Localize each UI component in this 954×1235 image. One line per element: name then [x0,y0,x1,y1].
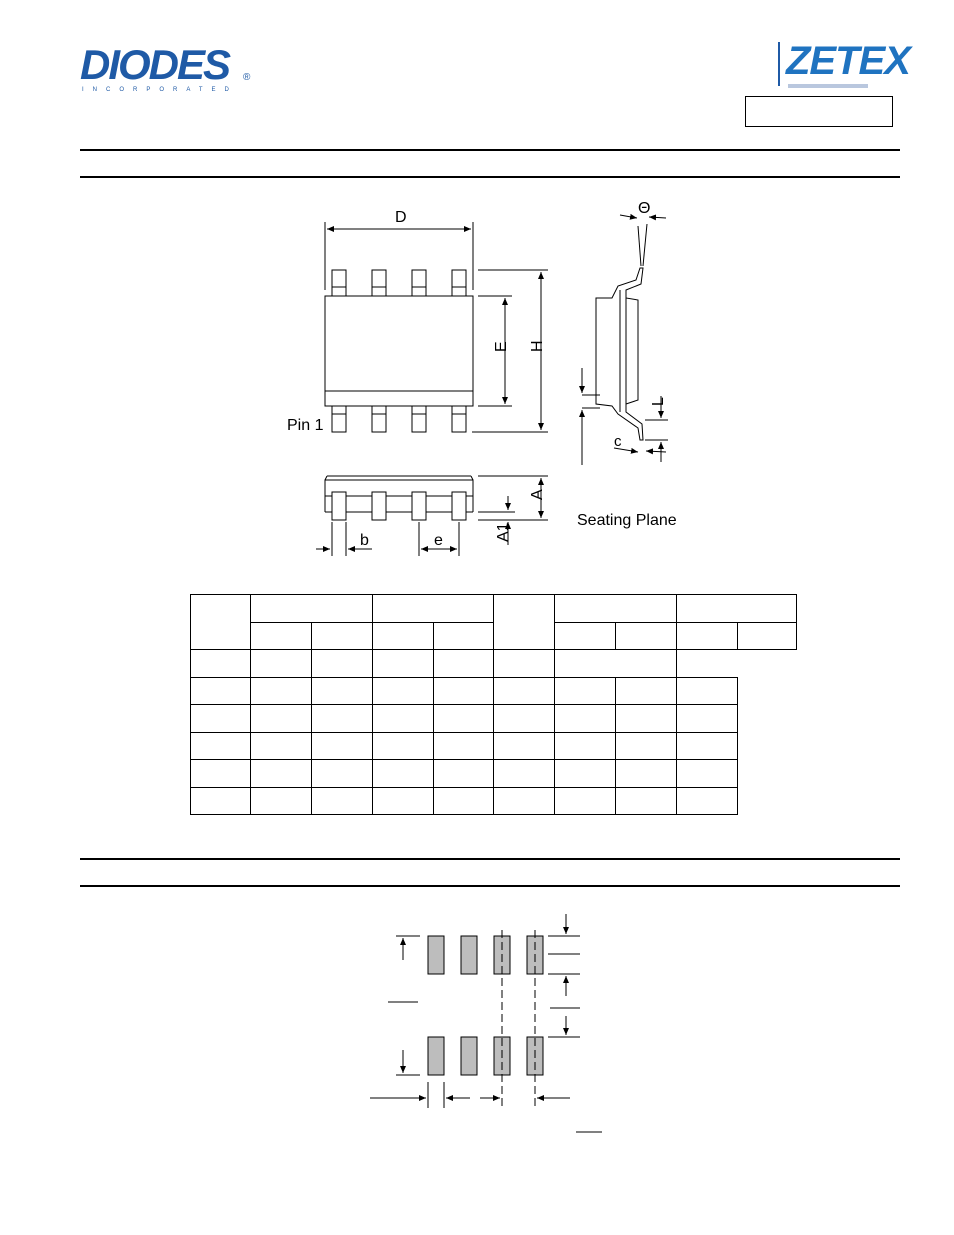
table-cell [251,760,312,788]
table-cell [434,677,494,705]
table-row [191,787,797,815]
table-cell [191,705,251,733]
section-rule-bottom-2 [80,885,900,887]
diodes-logo-text: DIODES [80,41,230,88]
table-cell [312,677,373,705]
table-cell [373,732,434,760]
table-cell [494,760,555,788]
top-pin [372,270,386,296]
pin1-label: Pin 1 [287,417,324,434]
table-cell [434,650,494,678]
table-cell [312,760,373,788]
table-cell [373,650,434,678]
table-cell [494,650,555,678]
package-outline-drawing [0,0,954,580]
end-view-pin [452,492,466,520]
table-cell [616,760,677,788]
table-cell [191,732,251,760]
table-cell [677,622,738,650]
pad [461,936,477,974]
table-cell [555,595,677,623]
table-cell [738,622,797,650]
table-cell [191,650,251,678]
table-cell [555,787,616,815]
table-cell [677,760,738,788]
table-cell [616,705,677,733]
table-cell [373,705,434,733]
table-cell [251,622,312,650]
label-e: e [434,532,443,549]
table-cell [677,705,738,733]
pad [461,1037,477,1075]
dimension-theta-arrow [620,215,637,218]
label-H: H [529,340,546,352]
zetex-logo-text: ZETEX [786,39,910,83]
top-pin [332,270,346,296]
table-cell [373,787,434,815]
table-cell [555,622,616,650]
table-cell [616,677,677,705]
table-cell [312,622,373,650]
section-rule-bottom-1 [80,858,900,860]
table-row [191,760,797,788]
bottom-pin [412,406,426,432]
table-cell [555,677,616,705]
label-c: c [614,433,622,450]
pad [428,1037,444,1075]
table-cell [373,595,494,623]
table-cell [434,787,494,815]
table-cell [616,787,677,815]
label-A1: A1 [495,522,512,542]
table-cell [251,677,312,705]
table-cell [494,677,555,705]
table-cell [251,705,312,733]
table-cell [616,622,677,650]
table-cell [251,732,312,760]
table-row [191,732,797,760]
end-view-pin [372,492,386,520]
table-row [191,650,797,678]
table-cell [251,787,312,815]
table-row [191,705,797,733]
table-cell [494,787,555,815]
table-cell [434,760,494,788]
end-view-body [325,480,473,496]
table-cell [373,760,434,788]
label-E: E [493,341,510,352]
table-cell [312,787,373,815]
table-cell [191,677,251,705]
table-cell [191,595,251,650]
seating-plane-label: Seating Plane [577,512,677,529]
registered-mark-icon: ® [243,72,251,83]
table-cell [555,650,677,678]
pad [428,936,444,974]
table-cell [677,787,738,815]
table-cell [677,595,797,623]
table-cell [373,622,434,650]
table-cell [312,705,373,733]
table-cell [616,732,677,760]
top-pin [452,270,466,296]
label-D: D [395,209,407,226]
table-cell [494,705,555,733]
table-cell [312,732,373,760]
table-cell [677,677,738,705]
label-A: A [529,489,546,500]
bottom-pin [332,406,346,432]
table-cell [251,650,312,678]
bottom-pin [372,406,386,432]
table-cell [677,732,738,760]
top-pin [412,270,426,296]
pad-layout-drawing [0,890,954,1150]
table-cell [434,705,494,733]
table-cell [434,732,494,760]
table-row [191,595,797,623]
label-L: L [650,397,667,406]
top-view-body [325,296,473,406]
bottom-pin [452,406,466,432]
diodes-logo-subtext: INCORPORATED [82,87,238,93]
table-cell [312,650,373,678]
table-cell [555,705,616,733]
table-cell [191,787,251,815]
table-cell [251,595,373,623]
label-theta: Θ [638,200,651,217]
end-view-pin [412,492,426,520]
label-b: b [360,532,369,549]
table-row [191,677,797,705]
table-cell [494,595,555,650]
end-view-pin [332,492,346,520]
table-cell [555,732,616,760]
table-cell [494,732,555,760]
table-cell [191,760,251,788]
table-cell [373,677,434,705]
table-cell [555,760,616,788]
package-dimension-table [190,594,797,815]
table-cell [434,622,494,650]
